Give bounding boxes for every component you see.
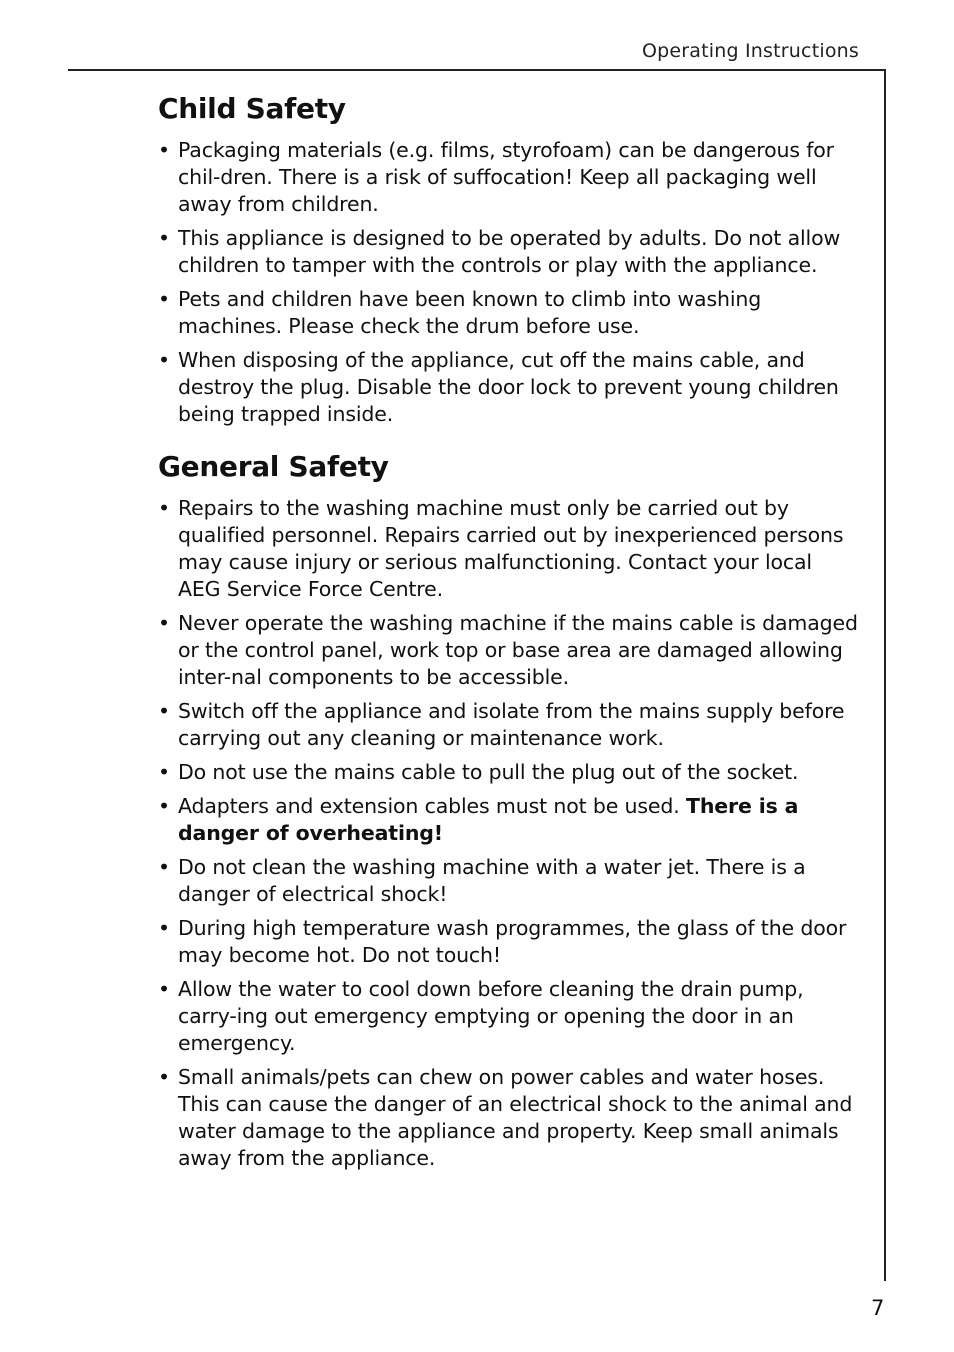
list-item: • Packaging materials (e.g. films, styrofoam) can be dangerous for chil-dren. There is a risk of suffocation! Keep all packaging well away from children. <box>158 137 860 218</box>
list-item-text: Adapters and extension cables must not be used. <box>178 794 686 818</box>
page-number: 7 <box>871 1296 885 1320</box>
list-item: • When disposing of the appliance, cut off the mains cable, and destroy the plug. Disable the door lock to prevent young children being trapped inside. <box>158 347 860 428</box>
child-safety-list <box>158 137 860 428</box>
page-content <box>158 92 860 1179</box>
list-item: • This appliance is designed to be operated by adults. Do not allow children to tamper with the controls or play with the appliance. <box>158 225 860 279</box>
warning-emphasis: There is a danger of overheating! <box>178 794 799 845</box>
list-item: • Small animals/pets can chew on power cables and water hoses. This can cause the danger of an electrical shock to the animal and water damage to the appliance and property. Keep small animals away from the appliance. <box>158 1064 860 1172</box>
section-title-child-safety: Child Safety <box>158 92 346 125</box>
section-title-general-safety: General Safety <box>158 450 389 483</box>
running-header: Operating Instructions <box>641 40 859 62</box>
list-item: • Allow the water to cool down before cleaning the drain pump, carry-ing out emergency emptying or opening the door in an emergency. <box>158 976 860 1057</box>
header-rule <box>68 69 886 71</box>
list-item: • Do not clean the washing machine with a water jet. There is a danger of electrical shock! <box>158 854 860 908</box>
list-item: • Never operate the washing machine if the mains cable is damaged or the control panel, work top or base area are damaged allowing inter-nal components to be accessible. <box>158 610 860 691</box>
list-item <box>158 793 860 847</box>
general-safety-list <box>158 495 860 1172</box>
margin-rule <box>884 69 886 1281</box>
list-item: • Switch off the appliance and isolate from the mains supply before carrying out any cleaning or maintenance work. <box>158 698 860 752</box>
list-item: • Repairs to the washing machine must only be carried out by qualified personnel. Repairs carried out by inexperienced persons may cause injury or serious malfunctioning. Contact your local AEG Service Force Centre. <box>158 495 860 603</box>
list-item: • Pets and children have been known to climb into washing machines. Please check the drum before use. <box>158 286 860 340</box>
list-item: • During high temperature wash programmes, the glass of the door may become hot. Do not touch! <box>158 915 860 969</box>
list-item: • Do not use the mains cable to pull the plug out of the socket. <box>158 759 860 786</box>
